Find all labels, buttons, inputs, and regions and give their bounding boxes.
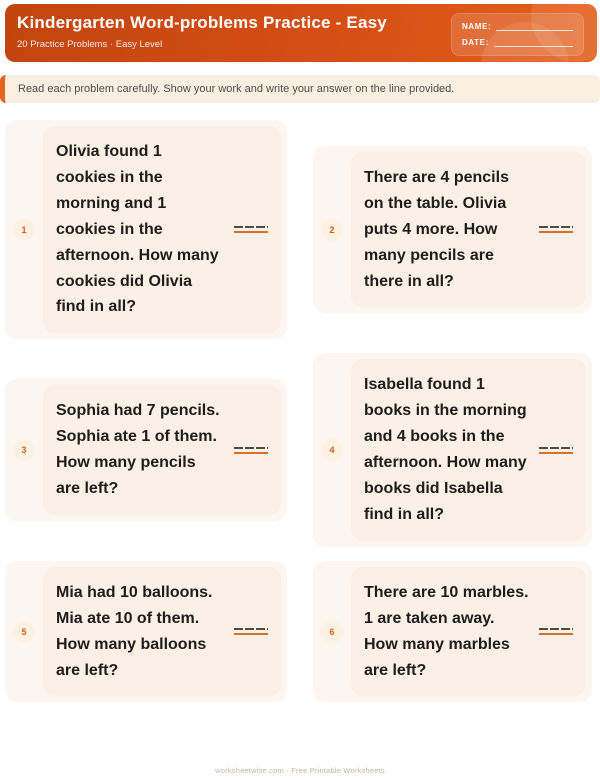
- problem-card-5: [5, 561, 287, 703]
- answer-line[interactable]: [539, 447, 573, 454]
- question-text: Sophia had 7 pencils. Sophia ate 1 of them. How many pencils are left?: [56, 402, 220, 497]
- question-text: Isabella found 1 books in the morning and 4 books in the afternoon. How many books did Isabella find in all?: [364, 376, 527, 523]
- answer-solid-line: [234, 231, 268, 233]
- question-text: There are 10 marbles. 1 are taken away. How many marbles are left?: [364, 583, 529, 679]
- question-panel: [43, 567, 281, 697]
- question-panel: [43, 385, 281, 515]
- answer-dash-line: [539, 628, 573, 630]
- problem-number-wrap: [5, 439, 43, 461]
- answer-line[interactable]: [539, 628, 573, 635]
- instructions-banner: Read each problem carefully. Show your work and write your answer on the line provided.: [0, 75, 600, 103]
- problem-number-wrap: [313, 439, 351, 461]
- page-title: Kindergarten Word-problems Practice - Easy: [17, 13, 387, 32]
- problem-number-badge: 5: [13, 621, 35, 643]
- question-text: Mia had 10 balloons. Mia ate 10 of them. How many balloons are left?: [56, 583, 213, 679]
- question-panel: [351, 567, 586, 697]
- answer-dash-line: [234, 226, 268, 228]
- problem-card-4: [313, 353, 592, 546]
- worksheet-header: [5, 4, 597, 62]
- answer-dash-line: [234, 447, 268, 449]
- answer-solid-line: [539, 633, 573, 635]
- problem-card-1: [5, 120, 287, 339]
- answer-solid-line: [234, 452, 268, 454]
- answer-solid-line: [539, 231, 573, 233]
- problem-card-3: [5, 379, 287, 521]
- problem-number-wrap: [5, 621, 43, 643]
- problem-number-wrap: [313, 219, 351, 241]
- problem-number-badge: 6: [321, 621, 343, 643]
- problem-card-6: [313, 561, 592, 703]
- problem-number-wrap: [5, 219, 43, 241]
- site-watermark: worksheetwise.com · Free Printable Worksheets: [215, 766, 385, 775]
- question-panel: [351, 359, 586, 540]
- problem-number-badge: 3: [13, 439, 35, 461]
- problem-number-badge: 1: [13, 219, 35, 241]
- date-row: [462, 38, 573, 47]
- problem-number-wrap: [313, 621, 351, 643]
- question-text: Olivia found 1 cookies in the morning and 1 cookies in the afternoon. How many cookies did Olivia find in all?: [56, 143, 219, 316]
- date-fill-line[interactable]: [494, 38, 573, 47]
- answer-line[interactable]: [234, 226, 268, 233]
- problems-grid: [5, 120, 592, 702]
- name-label: NAME:: [462, 22, 492, 31]
- page-subtitle: 20 Practice Problems · Easy Level: [17, 39, 163, 50]
- answer-solid-line: [539, 452, 573, 454]
- answer-dash-line: [539, 447, 573, 449]
- answer-line[interactable]: [234, 447, 268, 454]
- question-panel: [351, 152, 586, 308]
- answer-line[interactable]: [539, 226, 573, 233]
- name-date-box: [451, 13, 584, 56]
- answer-solid-line: [234, 633, 268, 635]
- question-text: There are 4 pencils on the table. Olivia puts 4 more. How many pencils are there in all?: [364, 168, 509, 290]
- answer-line[interactable]: [234, 628, 268, 635]
- answer-dash-line: [539, 226, 573, 228]
- problem-number-badge: 2: [321, 219, 343, 241]
- answer-dash-line: [234, 628, 268, 630]
- problem-number-badge: 4: [321, 439, 343, 461]
- problem-card-2: [313, 146, 592, 314]
- date-label: DATE:: [462, 38, 489, 47]
- name-fill-line[interactable]: [496, 22, 573, 31]
- question-panel: [43, 126, 281, 333]
- name-row: [462, 22, 573, 31]
